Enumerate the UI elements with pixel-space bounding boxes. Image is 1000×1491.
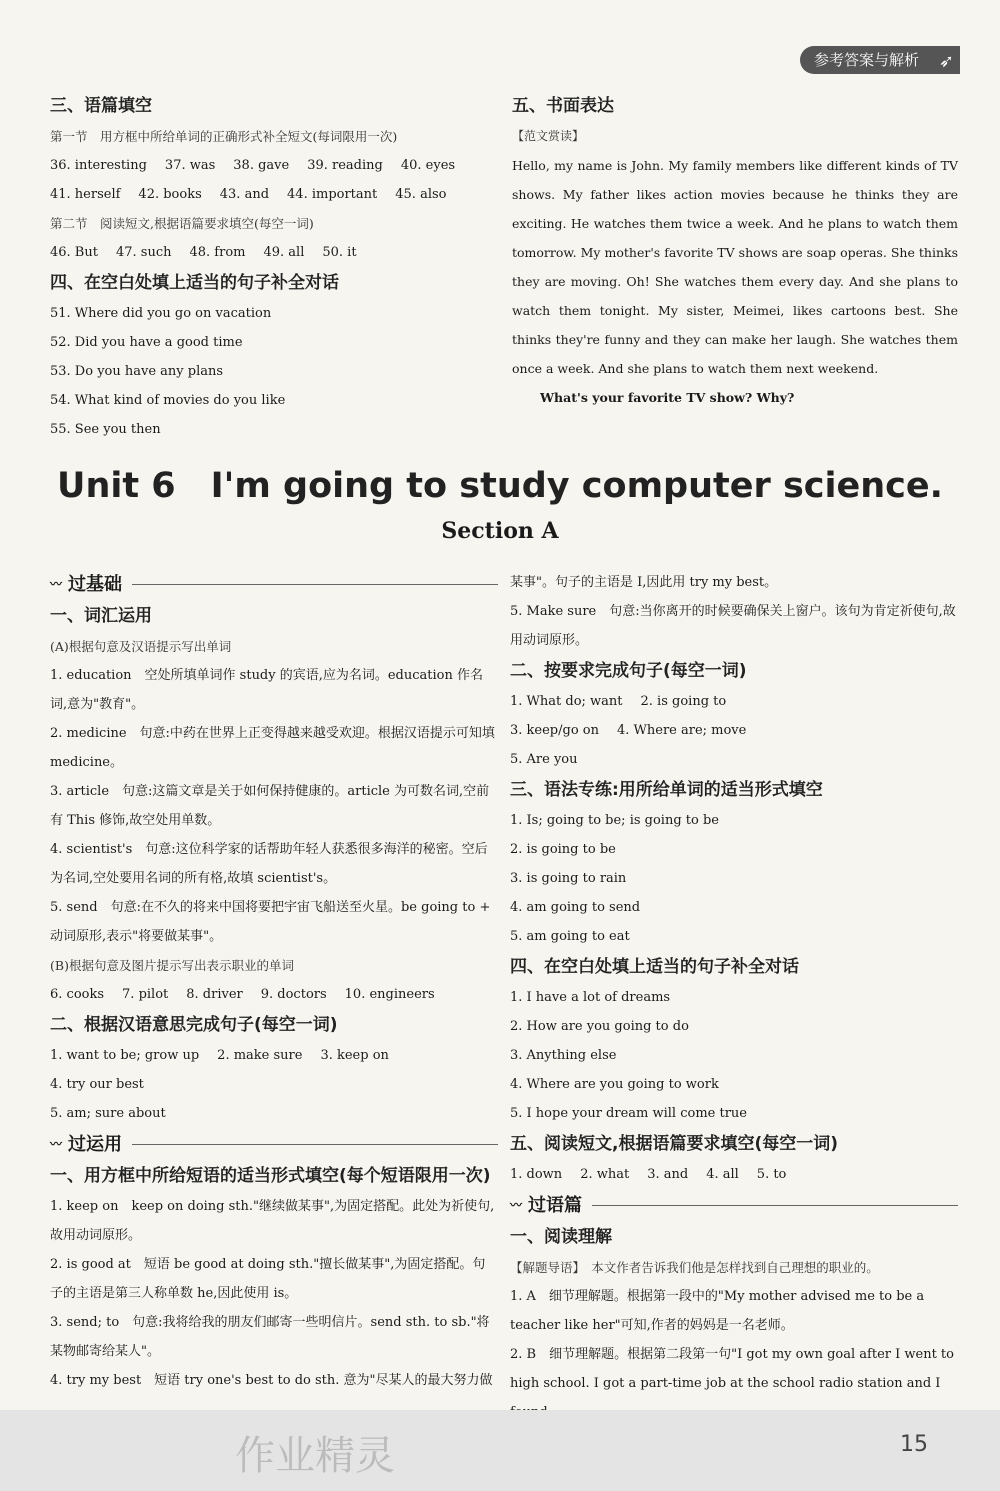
part2-label: 第二节 阅读短文,根据语篇要求填空(每空一词) [50,216,314,231]
answer-item: 3. article 句意:这篇文章是关于如何保持健康的。article 为可数名词,空前有 This 修饰,故空处用单数。 [50,784,490,828]
vocab-b-answers [50,980,498,1009]
answer-item: 1. Is; going to be; is going to be [510,813,719,828]
answer-item: 1. down [510,1167,563,1182]
answer-item: 40. eyes [400,158,456,173]
dialogue-answers-2 [510,983,958,1128]
rocket-icon: ➶ [938,51,954,72]
answer-item: 4. try our best [50,1077,144,1092]
vocab-b-label: (B)根据句意及图片提示写出表示职业的单词 [50,958,294,973]
answer-item: 49. all [263,245,305,260]
right-top-block [512,90,958,412]
answer-item: 46. But [50,245,98,260]
watermark: 作业精灵 [235,1433,395,1479]
answer-item: 1. What do; want [510,694,623,709]
model-essay: Hello, my name is John. My family members like different kinds of TV shows. My father likes action movies because he thinks they are exciting. He watches them twice a week. And he plans to watch them tomorrow. My mother's favorite TV shows are soap operas. She thinks they are moving. Oh! She watches them every day. And she plans to watch them tonight. My sister, Meimei, likes cartoons best. She thinks they're funny and they can make her laugh. She watches them once a week. And she plans to watch them next weekend. [512,158,958,376]
answer-item: 2. is going to be [510,842,616,857]
phrase-answer-5: 5. Make sure 句意:当你离开的时候要确保关上窗户。该句为肯定祈使句,故用动词原形。 [510,604,956,648]
heading-dialogue: 四、在空白处填上适当的句子补全对话 [50,273,339,293]
model-essay-tag: 【范文赏读】 [512,129,585,143]
left-top-block [50,90,490,444]
answer-item: 1. I have a lot of dreams [510,990,671,1005]
header-tag-text: 参考答案与解析 [814,51,920,69]
divider [132,584,498,585]
wave-icon: 〰 [510,1197,523,1212]
answer-item: 10. engineers [344,987,435,1002]
answer-item: 50. it [322,245,357,260]
answer-item: 2. make sure [217,1048,303,1063]
sentence-answer-5: 5. am; sure about [50,1106,166,1121]
bar-discourse [510,1189,958,1221]
bar-basics [50,568,498,600]
answer-item: 5. send 句意:在不久的将来中国将要把宇宙飞船送至火星。be going to + 动词原形,表示"将要做某事"。 [50,900,491,944]
answer-item: 41. herself [50,187,121,202]
rewrite-row2 [510,716,958,745]
answer-item: 47. such [115,245,172,260]
answer-item: 3. send; to 句意:我将给我的朋友们邮寄一些明信片。send sth. to sb."将某物邮寄给某人"。 [50,1315,490,1359]
answer-item: 1. education 空处所填单词作 study 的宾语,应为名词。education 作名词,意为"教育"。 [50,668,483,712]
answer-item: 5. I hope your dream will come true [510,1106,747,1121]
heading-reading: 一、阅读理解 [510,1227,612,1247]
bar-discourse-label: 过语篇 [528,1194,583,1216]
answer-item: 4. Where are you going to work [510,1077,719,1092]
heading-vocab: 一、词汇运用 [50,606,152,626]
part1-label: 第一节 用方框中所给单词的正确形式补全短文(每词限用一次) [50,129,398,144]
phrase-answers [50,1192,498,1395]
reading-fill-answers [510,1160,958,1189]
answer-item: 9. doctors [260,987,327,1002]
right-column [510,568,958,1427]
bar-application-label: 过运用 [68,1133,123,1155]
grammar-answers [510,806,958,951]
answer-item: 53. Do you have any plans [50,364,224,379]
answer-item: 39. reading [307,158,383,173]
answer-item: 44. important [287,187,378,202]
heading-complete-sentences: 二、根据汉语意思完成句子(每空一词) [50,1015,338,1035]
vocab-a-label: (A)根据句意及汉语提示写出单词 [50,639,232,654]
answer-item: 42. books [138,187,202,202]
answer-item: 51. Where did you go on vacation [50,306,272,321]
answer-item: 36. interesting [50,158,147,173]
answer-item: 6. cooks [50,987,105,1002]
answer-item: 2. is going to [640,694,727,709]
divider [132,1144,498,1145]
answer-item: 7. pilot [122,987,169,1002]
continued-text: 某事"。句子的主语是 I,因此用 try my best。 [510,575,778,590]
page-number: 15 [900,1432,928,1457]
heading-grammar: 三、语法专练:用所给单词的适当形式填空 [510,780,823,800]
answer-item: 38. gave [233,158,290,173]
answer-item: 3. Anything else [510,1048,617,1063]
answer-item: 1. keep on keep on doing sth."继续做某事",为固定搭配。此处为祈使句,故用动词原形。 [50,1199,495,1243]
heading-dialogue-2: 四、在空白处填上适当的句子补全对话 [510,957,799,977]
answer-item: 3. keep on [320,1048,389,1063]
left-column [50,568,498,1395]
heading-rewrite: 二、按要求完成句子(每空一词) [510,661,747,681]
answer-item: 3. and [647,1167,689,1182]
heading-writing: 五、书面表达 [512,96,614,116]
reading-q2: 2. B 细节理解题。根据第二段第一句"I got my own goal after I went to high school. I got a part-time job at the school radio station and I [510,1347,954,1391]
unit-title: Unit 6 I'm going to study computer science. [57,466,943,506]
answer-row-41-45 [50,180,490,209]
answer-item: 8. driver [186,987,243,1002]
heading-discourse-fill: 三、语篇填空 [50,96,152,116]
sentence-answers-row1 [50,1041,498,1099]
divider [592,1205,958,1206]
footer-band [0,1410,1000,1491]
answer-item: 52. Did you have a good time [50,335,243,350]
answer-item: 3. is going to rain [510,871,627,886]
answer-item: 4. try my best 短语 try one's best to do sth. 意为"尽某人的最大努力做 [50,1373,493,1388]
rewrite-row1 [510,687,958,716]
answer-item: 55. See you then [50,422,161,437]
answer-item: 4. all [706,1167,739,1182]
answer-item: 43. and [219,187,270,202]
answer-item: 4. am going to send [510,900,641,915]
answer-key-tag [800,46,960,74]
answer-item: 45. also [395,187,447,202]
answer-item: 4. scientist's 句意:这位科学家的话帮助年轻人获悉很多海洋的秘密。空后为名词,空处要用名词的所有格,故填 scientist's。 [50,842,488,886]
answer-item: 5. to [756,1167,787,1182]
answer-item: 2. is good at 短语 be good at doing sth."擅长做某事",为固定搭配。句子的主语是第三人称单数 he,因此使用 is。 [50,1257,486,1301]
rewrite-answer-5: 5. Are you [510,752,578,767]
answer-item: 37. was [164,158,216,173]
answer-item: 2. what [580,1167,630,1182]
reading-q1: 1. A 细节理解题。根据第一段中的"My mother advised me to be a teacher like her"可知,作者的妈妈是一名老师。 [510,1289,925,1333]
heading-phrase-fill: 一、用方框中所给短语的适当形式填空(每个短语限用一次) [50,1166,491,1186]
answer-item: 5. am going to eat [510,929,630,944]
dialogue-answers [50,299,490,444]
answer-item: 54. What kind of movies do you like [50,393,286,408]
answer-item: 2. How are you going to do [510,1019,689,1034]
heading-reading-fill: 五、阅读短文,根据语篇要求填空(每空一词) [510,1134,838,1154]
answer-item: 4. Where are; move [616,723,747,738]
answer-item: 48. from [189,245,246,260]
bar-basics-label: 过基础 [68,573,123,595]
wave-icon: 〰 [50,576,63,591]
answer-item: 2. medicine 句意:中药在世界上正变得越来越受欢迎。根据汉语提示可知填 medicine。 [50,726,495,770]
wave-icon: 〰 [50,1136,63,1151]
answer-row-46-50 [50,238,490,267]
answer-row-36-40 [50,151,490,180]
reading-guide: 【解题导语】 本文作者告诉我们他是怎样找到自己理想的职业的。 [510,1260,879,1275]
vocab-a-answers [50,661,498,951]
bar-application [50,1128,498,1160]
essay-closing: What's your favorite TV show? Why? [540,390,795,405]
answer-item: 3. keep/go on [510,723,599,738]
section-title: Section A [441,518,559,544]
answer-item: 1. want to be; grow up [50,1048,200,1063]
